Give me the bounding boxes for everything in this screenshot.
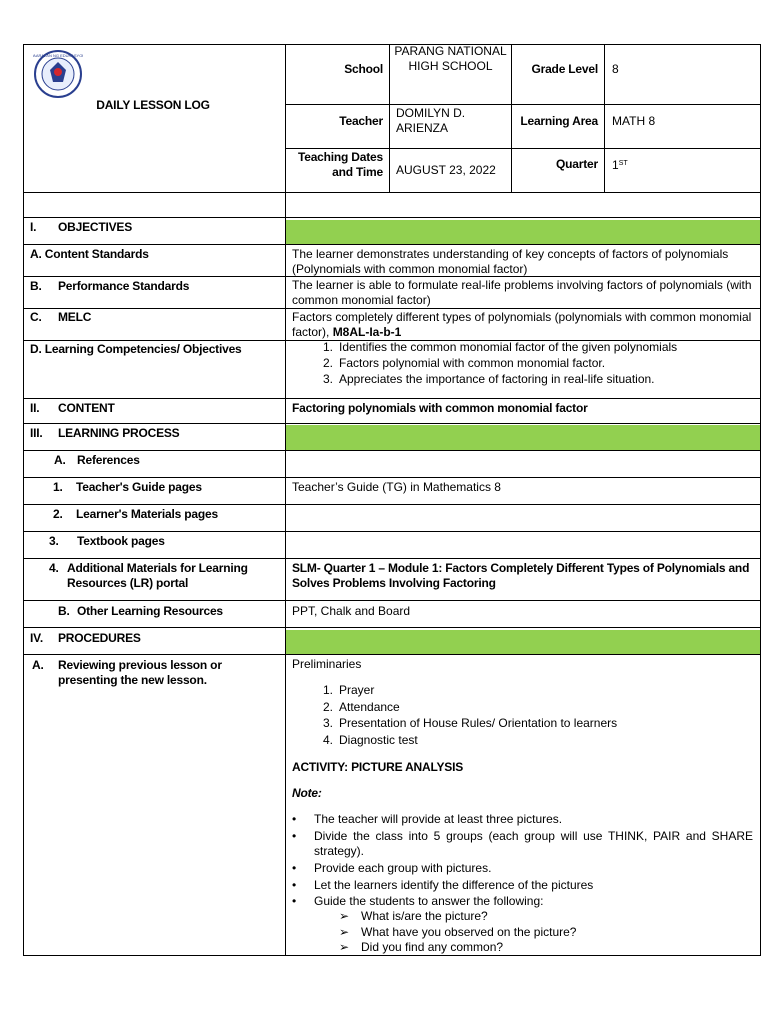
- tg-value: Teacher’s Guide (TG) in Mathematics 8: [292, 480, 501, 494]
- references-num: A.: [54, 453, 66, 467]
- performance-num: B.: [30, 279, 42, 293]
- list-item: • Let the learners identify the difference of the pictures: [292, 877, 594, 892]
- note-label: Note:: [292, 786, 322, 800]
- olr-value: PPT, Chalk and Board: [292, 604, 411, 618]
- procedure-a-label: Reviewing previous lesson or presenting the new lesson.: [58, 658, 222, 687]
- list-item: • The teacher will provide at least three pictures.: [292, 812, 563, 826]
- quarter-label: Quarter: [556, 157, 598, 171]
- guide-questions: [339, 909, 739, 956]
- dates-label: Teaching Dates and Time: [297, 150, 383, 179]
- list-item: 2. Attendance: [322, 699, 400, 714]
- am-num: 4.: [49, 561, 59, 575]
- content-value: Factoring polynomials with common monomial factor: [292, 401, 588, 415]
- list-item: 2. Factors polynomial with common monomial factor.: [322, 356, 606, 370]
- am-value: SLM- Quarter 1 – Module 1: Factors Completely Different Types of Polynomials and Solves Problems Involving Factoring: [292, 561, 750, 590]
- olr-label: Other Learning Resources: [77, 604, 223, 618]
- procedures-highlight: [286, 630, 760, 654]
- quarter-value: 1ST: [612, 158, 628, 172]
- activity-heading: ACTIVITY: PICTURE ANALYSIS: [292, 760, 464, 774]
- list-item: ➢ What have you observed on the picture?: [339, 924, 577, 939]
- lesson-log-table: [23, 44, 761, 956]
- arrow-bullet-icon: ➢: [339, 940, 350, 954]
- deped-seal-icon: [33, 49, 83, 99]
- am-label: Additional Materials for Learning Resources (LR) portal: [67, 561, 248, 590]
- content-num: II.: [30, 401, 40, 415]
- content-standards-value: The learner demonstrates understanding of key concepts of factors of polynomials (Polynomials with common monomial factor): [292, 247, 729, 276]
- list-item: ➢ What is/are the picture?: [339, 909, 488, 923]
- list-item: 1. Prayer: [322, 683, 375, 697]
- list-item: 4. Diagnostic test: [322, 732, 418, 747]
- dates-value: AUGUST 23, 2022: [396, 163, 496, 177]
- grade-label: Grade Level: [531, 62, 598, 76]
- arrow-bullet-icon: ➢: [339, 924, 350, 939]
- svg-text:PAARALAN NG EDUKASYON: PAARALAN NG EDUKASYON: [33, 53, 83, 58]
- list-item: 1. Identifies the common monomial factor of the given polynomials: [322, 340, 678, 354]
- melc-code: M8AL-Ia-b-1: [332, 325, 402, 339]
- melc-label: MELC: [58, 310, 92, 324]
- learning-process-num: III.: [30, 426, 43, 440]
- references-label: References: [77, 453, 140, 467]
- page-title: DAILY LESSON LOG: [96, 98, 210, 112]
- objectives-num: I.: [30, 220, 37, 234]
- procedure-a-num: A.: [32, 658, 44, 672]
- tb-num: 3.: [49, 534, 59, 548]
- tb-label: Textbook pages: [77, 534, 165, 548]
- performance-label: Performance Standards: [58, 279, 190, 293]
- school-label: School: [344, 62, 383, 76]
- list-item: • Guide the students to answer the following:: [292, 894, 544, 908]
- teacher-label: Teacher: [339, 114, 383, 128]
- area-label: Learning Area: [520, 114, 598, 128]
- area-value: MATH 8: [612, 114, 656, 128]
- lm-num: 2.: [53, 507, 63, 521]
- objectives-highlight: [286, 220, 760, 244]
- content-standards-label: A. Content Standards: [30, 247, 149, 261]
- preliminaries-label: Preliminaries: [292, 657, 362, 671]
- learning-process-label: LEARNING PROCESS: [58, 426, 180, 440]
- olr-num: B.: [58, 604, 70, 618]
- learning-process-highlight: [286, 425, 760, 450]
- list-item: 3. Appreciates the importance of factoring in real-life situation.: [322, 372, 655, 386]
- performance-value: The learner is able to formulate real-life problems involving factors of polynomials (with common monomial factor): [292, 278, 752, 307]
- content-label: CONTENT: [58, 401, 115, 415]
- procedures-label: PROCEDURES: [58, 631, 141, 645]
- lm-label: Learner's Materials pages: [76, 507, 218, 521]
- school-value: PARANG NATIONAL HIGH SCHOOL: [394, 44, 507, 73]
- preliminaries-list: [313, 683, 753, 749]
- procedures-num: IV.: [30, 631, 43, 645]
- melc-value: Factors completely different types of polynomials (polynomials with common monomial factor), M8AL-Ia-b-1: [292, 310, 752, 339]
- teacher-value: DOMILYN D. ARIENZA: [396, 106, 466, 135]
- arrow-bullet-icon: ➢: [339, 909, 350, 923]
- objectives-heading: OBJECTIVES: [58, 220, 133, 234]
- list-item: • Provide each group with pictures.: [292, 861, 492, 875]
- tg-num: 1.: [53, 480, 63, 494]
- melc-num: C.: [30, 310, 42, 324]
- activity-bullets: [292, 812, 753, 911]
- grade-value: 8: [612, 62, 619, 76]
- competencies-list: [313, 340, 753, 388]
- competencies-label: D. Learning Competencies/ Objectives: [30, 342, 242, 356]
- list-item: • Divide the class into 5 groups (each group will use THINK, PAIR and SHARE strategy).: [292, 828, 753, 858]
- list-item: ➢ Did you find any common?: [339, 940, 504, 954]
- tg-label: Teacher's Guide pages: [76, 480, 202, 494]
- list-item: 3. Presentation of House Rules/ Orientation to learners: [322, 716, 618, 730]
